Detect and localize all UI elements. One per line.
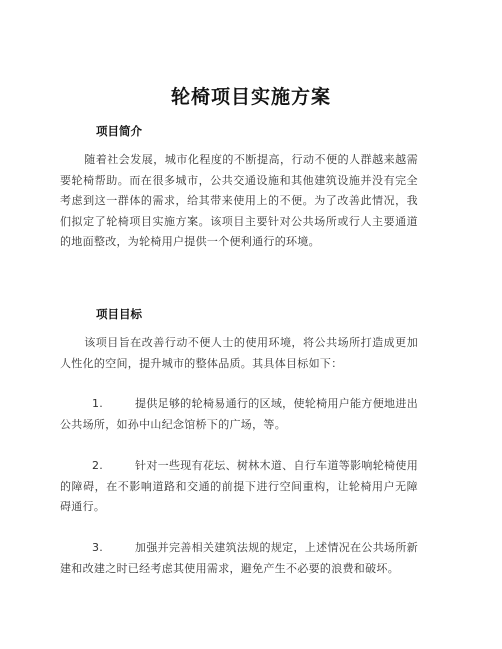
page-title: 轮椅项目实施方案 xyxy=(170,86,331,108)
section-heading-intro: 项目简介 xyxy=(96,124,142,138)
goal-item-text: 加强并完善相关建筑法规的规定，上述情况在公共场所新建和改建之时已经考虑其使用需求，避免产生不必要的浪费和破坏。 xyxy=(60,541,418,575)
section-heading-goals: 项目目标 xyxy=(96,307,142,321)
goal-item-text: 提供足够的轮椅易通行的区域，使轮椅用户能方便地进出公共场所，如孙中山纪念馆桥下的广场，等。 xyxy=(60,397,418,431)
goal-item-1 xyxy=(60,394,418,435)
goal-item-number: 3. xyxy=(92,541,104,554)
goal-item-number: 2. xyxy=(92,459,104,472)
intro-paragraph: 随着社会发展，城市化程度的不断提高，行动不便的人群越来越需要轮椅帮助。而在很多城市，公共交通设施和其他建筑设施并没有完全考虑到这一群体的需求，给其带来使用上的不便。为了改善此情况，我们拟定了轮椅项目实施方案。该项目主要针对公共场所或行人主要通道的地面整改，为轮椅用户提供一个便利通行的环境。 xyxy=(60,153,418,248)
goal-item-3 xyxy=(60,538,418,579)
goals-paragraph: 该项目旨在改善行动不便人士的使用环境，将公共场所打造成更加人性化的空间，提升城市的整体品质。其具体目标如下： xyxy=(60,336,418,370)
goal-item-2 xyxy=(60,456,418,518)
goal-item-text: 针对一些现有花坛、树林木道、自行车道等影响轮椅使用的障碍，在不影响道路和交通的前提下进行空间重构，让轮椅用户无障碍通行。 xyxy=(60,459,418,513)
goal-item-number: 1. xyxy=(92,397,104,410)
